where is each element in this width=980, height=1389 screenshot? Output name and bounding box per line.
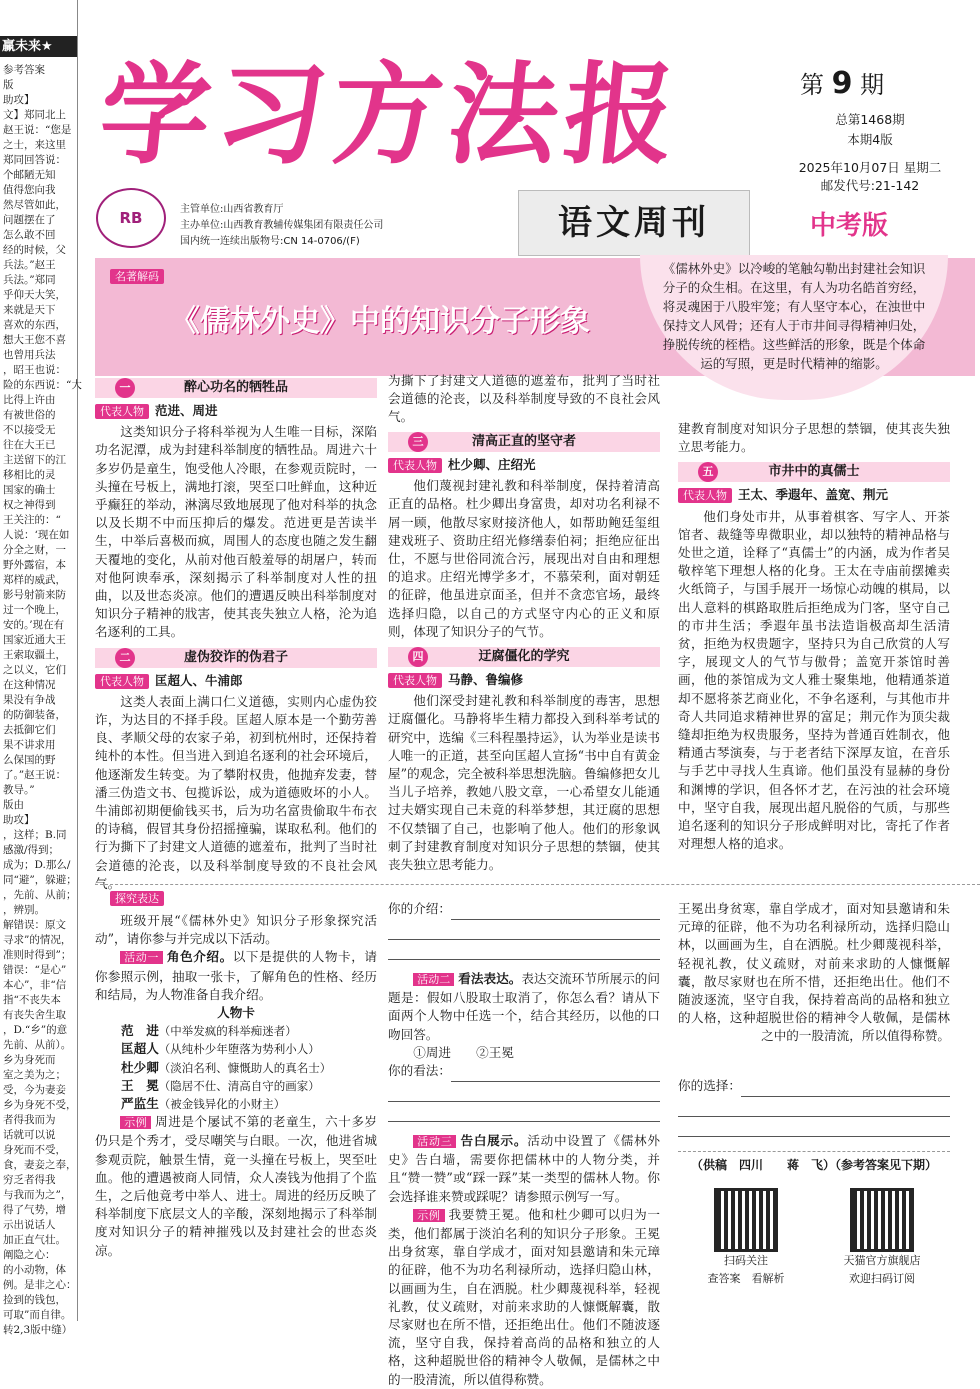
section-4-continued: 建教育制度对知识分子思想的禁锢，使其丧失独立思考能力。 (678, 421, 950, 455)
strip-line: 个邮陋无知 (3, 169, 56, 181)
issue-number: 第 9 期 (800, 66, 885, 101)
strip-line: 野外露宿，本 (3, 559, 66, 571)
strip-line: 果不讲求用 (3, 739, 56, 751)
character-card (121, 1095, 377, 1113)
strip-line: ，D.“乡”的意 (3, 1024, 68, 1036)
answer-line[interactable] (678, 1117, 950, 1137)
activity-2-3: 你的介绍： 活动二 看法表达。表达交流环节所展示的问题是：假如八股取士取消了，你怎么看？请从下面两个人物中任选一个，结合其经历，以他的口吻回答。 ①周进 ②王冕 你的看法： 活动三 告白展示。活动中设置了《儒林外史》告白墙，需要你把儒林中的人物分类，并且“赞一赞”或“踩一踩”某一类型的儒林人物。你会选择谁来赞或踩呢？请参照示例写一写。 示例 我要赞王冕。他和杜少卿可以归为一类，他们都属于淡泊名利的知识分子形象。王冕出身贫寒，靠自学成才，面对知县邀请和朱元璋的征辟，他不为功名利禄所动，选择归隐山林，以画画为生，自在洒脱。杜少卿蔑视科举，轻视礼教，仗义疏财，对前来求助的人慷慨解囊，散尽家财也在所不惜，还拒绝出仕。他们不随波逐流，坚守自我，保持着高尚的品格和独立的人格，这种超脱世俗的精神令人敬佩，是儒林之中的一股清流，所以值得称赞。 (388, 901, 661, 1387)
section-heading: 二 虚伪狡诈的伪君子 (95, 648, 377, 668)
strip-line: 么保国的野 (3, 754, 56, 766)
strip-line: 兵法。”赵王 (3, 259, 56, 271)
strip-line: 穷乏者得我 (3, 1174, 56, 1186)
character-card (121, 1022, 377, 1040)
strip-line: 成为；D.那么/ (3, 859, 71, 871)
strip-line: 寻求”的情况， (3, 934, 72, 946)
strip-line: 经的时候，父 (3, 244, 66, 256)
strip-line: 影号射箭来防 (3, 589, 66, 601)
strip-line: 的防御装备， (3, 709, 66, 721)
representative-line: 代表人物 杜少卿、庄绍光 (388, 456, 660, 475)
card-name: 匡超人 (121, 1041, 159, 1057)
strip-line: 郑样的威武， (3, 574, 66, 586)
character-card (121, 1077, 377, 1095)
strip-line: 王关注的：“ (3, 514, 61, 526)
strip-line: 乡为身死而 (3, 1054, 56, 1066)
character-card (121, 1059, 377, 1077)
section-text: 他们身处市井，从事着棋客、写字人、开茶馆者、裁缝等卑微职业，却以独特的精神品格与处世之道，诠释了“真儒士”的内涵，成为作者吴敬梓笔下理想人格的化身。王太在寺庙前摆摊卖火纸筒子，与国手展开一场惊心动魄的棋局，以出人意料的棋路取胜后拒绝成为门客，坚守自己的市井生活；季遐年虽书法造诣极高却生活清贫，拒绝为权贵题字，坚持只为自己欣赏的人写字，展现文人的气节与傲骨；盖宽开茶馆时善画，他的茶馆成为文人雅士聚集地，他精通茶道却不愿将茶艺商业化，不争名逐利，与其他市井奇人共同追求精神世界的富足；荆元作为顶尖裁缝却拒绝为权贵服务，坚持为普通百姓制衣，他精通古琴演奏，与于老者结下深厚友谊，在音乐与手艺中寻找人生真谛。他们虽没有显赫的身份和渊博的学识，但各怀才艺，在污浊的社会环境中，坚守自我，展现出超凡脱俗的气质，与那些追名逐利的知识分子形成鲜明对比，寄托了作者对理想人格的追求。 (678, 508, 950, 852)
strip-line: 同“避”，躲避； (3, 874, 77, 886)
strip-line: 了。”赵王说： (3, 769, 67, 781)
section-heading: 一 醉心功名的牺牲品 (95, 378, 377, 398)
strip-line: 感激/得到； (3, 844, 60, 856)
section-text: 这类人表面上满口仁义道德，实则内心虚伪狡诈，为达目的不择手段。匡超人原本是一个勤劳善良、孝顺父母的农家子弟，初到杭州时，还保持着纯朴的本性。但当进入到追名逐利的社会环境后，他逐渐发生转变。为了攀附权贵，他抛弃发妻，替潘三伪造文书、包揽诉讼，成为道德败坏的小人。牛浦郎初期便偷钱买书，后为功名富贵偷取牛布衣的诗稿，假冒其身份招摇撞骗，谋取私利。他们的行为撕下了封建文人道德的遮羞布，批判了当时社会道德的沦丧，以及科举制度导致的不良社会风气。 (95, 693, 377, 891)
strip-line: 话就可以说 (3, 1129, 56, 1141)
card-desc: （隐居不仕、清高自守的画家） (158, 1078, 320, 1093)
character-card (121, 1040, 377, 1058)
strip-line: 然尽管如此， (3, 199, 66, 211)
strip-line: 示出说话人 (3, 1219, 56, 1231)
strip-line: 参考答案 (3, 64, 45, 76)
strip-line: 之士，来这里 (3, 139, 66, 151)
strip-line: 果没有争战 (3, 694, 56, 706)
representative-line: 代表人物 马静、鲁编修 (388, 671, 660, 690)
representative-line: 代表人物 范进、周进 (95, 402, 377, 421)
strip-line: 有被世俗的 (3, 409, 56, 421)
publisher-line-1: 主管单位:山西省教育厅 (180, 204, 284, 215)
strip-line: 得了气势，增 (3, 1204, 66, 1216)
choice-answer-line[interactable] (741, 1077, 950, 1097)
strip-line: 兵法。”郑同 (3, 274, 56, 286)
strip-line: 身死而不受， (3, 1144, 66, 1156)
credit-line: （供稿 四川 蒋 飞）（参考答案见下期） (678, 1151, 950, 1174)
card-name: 范 进 (121, 1023, 159, 1039)
strip-line: 比得上许由 (3, 394, 56, 406)
strip-line: 捡到的钱包， (3, 1294, 66, 1306)
strip-line: 室之美为之； (3, 1069, 66, 1081)
strip-line: 去抵御它们 (3, 724, 56, 736)
strip-text (3, 63, 82, 1338)
strip-line: 食，妻妾之奉， (3, 1159, 77, 1171)
answer-line[interactable] (388, 1082, 660, 1102)
strip-line: 也曾用兵法 (3, 349, 56, 361)
hero-tag: 名著解码 (110, 268, 164, 284)
strip-line: 往在大王已 (3, 439, 56, 451)
card-title: 人物卡 (217, 1005, 255, 1021)
strip-line: 值得您向我 (3, 184, 56, 196)
section-heading: 四 迂腐僵化的学究 (388, 647, 660, 667)
card-name: 王 冕 (121, 1077, 159, 1093)
character-cards (95, 1022, 377, 1113)
strip-line: 乎仰天大笑， (3, 289, 66, 301)
express-intro: 班级开展“《儒林外史》知识分子形象探究活动”，请你参与并完成以下活动。 (95, 913, 377, 947)
column-1 (95, 378, 377, 891)
example-3-continued: 王冕出身贫寒，靠自学成才，面对知县邀请和朱元璋的征辟，他不为功名利禄所动，选择归隐山林，以画画为生，自在洒脱。杜少卿蔑视科举，轻视礼教，仗义疏财，对前来求助的人慷慨解囊，散尽家财也在所不惜，还拒绝出仕。他们不随波逐流，坚守自我，保持着高尚的品格和独立的人格，这种超脱世俗的精神令人敬佩，是儒林之中的一股清流，所以值得称赞。 (678, 901, 950, 1044)
strip-line: 阐隐之心： (3, 1249, 56, 1261)
strip-line: 有丧失舍生取 (3, 1009, 66, 1021)
total-issue: 总第1468期 (835, 112, 905, 127)
strip-line: 助攻】 (3, 814, 35, 826)
strip-line: ，昭王也说： (3, 364, 66, 376)
strip-line: 不以接受无 (3, 424, 56, 436)
strip-line: 国家的确士 (3, 484, 56, 496)
card-desc: （被金钱异化的小财主） (158, 1097, 286, 1112)
strip-line: 指“不丧失本 (3, 994, 61, 1006)
strip-line: 赵王说：“您是 (3, 124, 72, 136)
section-text: 他们深受封建礼教和科举制度的毒害，思想迂腐僵化。马静将毕生精力都投入到科举考试的研究中，选编《三科程墨持运》，认为举业是读书人唯一的正道，甚至向匡超人宣扬“书中自有黄金屋”的观念，完全被科举思想洗脑。鲁编修把女儿当儿子培养，教她八股文章，一心希望女儿能通过夫婿实现自己未竟的科举梦想，其迂腐的思想不仅禁锢了自己，也影响了他人。他们的形象讽刺了封建教育制度对知识分子思想的禁锢，使其丧失独立思考能力。 (388, 693, 660, 873)
strip-line: 王索取疆土， (3, 649, 66, 661)
strip-line: 问题摆在了 (3, 214, 56, 226)
issue-date: 2025年10月07日 星期二 (798, 160, 942, 175)
choice-column: 王冕出身贫寒，靠自学成才，面对知县邀请和朱元璋的征辟，他不为功名利禄所动，选择归隐山林，以画画为生，自在洒脱。杜少卿蔑视科举，轻视礼教，仗义疏财，对前来求助的人慷慨解囊，散尽家财也在所不惜，还拒绝出仕。他们不随波逐流，坚守自我，保持着高尚的品格和独立的人格，这种超脱世俗的精神令人敬佩，是儒林之中的一股清流，所以值得称赞。 你的选择： （供稿 四川 蒋 飞）（参考答案见下期） 扫码关注 查答案 看解析 天猫官方旗舰店 欢迎扫码订阅 (678, 900, 950, 1289)
strip-line: 版由 (3, 799, 24, 811)
strip-line: 加正直气壮。 (3, 1234, 66, 1246)
edition-label: 中考版 (810, 211, 889, 241)
answer-line[interactable] (388, 1102, 660, 1122)
strip-line: ，这样；B.同 (3, 829, 67, 841)
strip-line: 版 (3, 79, 14, 91)
card-name: 严监生 (121, 1096, 159, 1112)
strip-line: ，先前、从前； (3, 889, 77, 901)
strip-line: 可取”而自律。 (3, 1309, 72, 1321)
strip-line: 移相比的灵 (3, 469, 56, 481)
strip-banner: 赢未来★ (0, 36, 77, 57)
section-text: 这类知识分子将科举视为人生唯一目标，深陷功名泥潭，成为封建科举制度的牺牲品。周进六十多岁仍是童生，饱受他人冷眼，在参观贡院时，一头撞在号板上，满地打滚，哭至口吐鲜血，这种近乎癫狂的举动，淋漓尽致地展现了他对科举的执念以及长期不中而压抑后的爆发。范进更是苦读半生，中举后喜极而疯，周围人的态度也随之发生翻天覆地的变化，从前对他百般羞辱的胡屠户，转而对他阿谀奉承，深刻揭示了科举制度对人性的扭曲，以及世态炎凉。他们的遭遇反映出科举制度对知识分子精神的戕害，使其丧失独立人格，沦为追名逐利的工具。 (95, 424, 377, 640)
express-tag: 探究表达 (110, 890, 164, 906)
qr-code-icon (850, 1188, 914, 1252)
strip-line: 乡为身死不受， (3, 1099, 77, 1111)
section-2-continued: 为撕下了封建文人道德的遮羞布，批判了当时社会道德的沦丧，以及科举制度导致的不良社会风气。 (388, 373, 660, 425)
card-desc: （淡泊名利、慷慨助人的真名士） (158, 1060, 332, 1075)
answer-line[interactable] (388, 920, 660, 940)
publisher-line-3: 国内统一连续出版物号:CN 14-0706/(F) (180, 236, 360, 247)
strip-line: 与我而为之”， (3, 1189, 72, 1201)
left-margin-strip (0, 0, 82, 1336)
strip-line: 教导。” (3, 784, 35, 796)
strip-line: 险的东西说：“大 (3, 379, 82, 391)
strip-line: 的小动物，体 (3, 1264, 66, 1276)
strip-line: 之以义，它们 (3, 664, 66, 676)
publisher-logo: RB (96, 188, 166, 248)
strip-line: 受，今为妻妾 (3, 1084, 66, 1096)
strip-line: 在这种情况 (3, 679, 56, 691)
activity-1: 班级开展“《儒林外史》知识分子形象探究活动”，请你参与并完成以下活动。 活动一 角色介绍。以下是提供的人物卡，请你参照示例，抽取一张卡，了解角色的性格、经历和结局，为人物准备自我介绍。 人物卡 范 进（中举发疯的科举痴迷者） 匡超人（从纯朴少年堕落为势利小人） 杜少卿（淡泊名利、慷慨助人的真名士） 王 冕（隐居不仕、清高自守的画家） 严监生（被金钱异化的小财主） 示例 周进是个屡试不第的老童生，六十多岁仍只是个秀才，受尽嘲笑与白眼。一次，他进省城参观贡院，触景生情，竟一头撞在号板上，哭至吐血。他的遭遇被商人同情，众人凑钱为他捐了个监生，之后他竟考中举人、进士。周进的经历反映了科举制度下底层文人的辛酸，深刻地揭示了科举制度对知识分子的精神摧残以及封建社会的世态炎凉。 (95, 912, 377, 1279)
strip-line: 者得我而为 (3, 1114, 56, 1126)
strip-line: 喜欢的东西， (3, 319, 66, 331)
strip-line: ，辨别。 (3, 904, 45, 916)
answer-line[interactable] (678, 1097, 950, 1117)
weekly-title: 语文周刊 (518, 190, 750, 256)
strip-line: 来就是天下 (3, 304, 56, 316)
section-divider (95, 884, 980, 885)
publisher-line-2: 主办单位:山西教育教辅传媒集团有限责任公司 (180, 220, 384, 231)
strip-line: 过一个晚上， (3, 604, 66, 616)
example-1: 示例 周进是个屡试不第的老童生，六十多岁仍只是个秀才，受尽嘲笑与白眼。一次，他进省城参观贡院，触景生情，竟一头撞在号板上，哭至吐血。他的遭遇被商人同情，众人凑钱为他捐了个监生，之后他竟考中举人、进士。周进的经历反映了科举制度下底层文人的辛酸，深刻地揭示了科举制度对知识分子的精神摧残以及封建社会的世态炎凉。 (95, 1114, 377, 1258)
strip-line: 例。是非之心： (3, 1279, 77, 1291)
strip-line: 文】郑同北上 (3, 109, 66, 121)
section-text: 他们蔑视封建礼教和科举制度，保持着清高正直的品格。杜少卿出身富贵，却对功名利禄不屑一顾，他散尽家财接济他人，如帮助鲍廷玺组建戏班子、资助庄绍光修缮泰伯祠；拒绝应征出仕，不愿与世俗同流合污，展现出对自由和理想的追求。庄绍光博学多才，不慕荣利，面对朝廷的征辟，他虽进京面圣，但并不贪恋官场，最终选择归隐，以自己的方式坚守内心的正义和原则，体现了知识分子的气节。 (388, 478, 660, 639)
strip-line: 转2,3版中缝） (3, 1324, 73, 1336)
qr-code-icon (714, 1188, 778, 1252)
column-2 (388, 372, 660, 872)
section-heading: 三 清高正直的坚守者 (388, 432, 660, 452)
options: ①周进 ②王冕 (413, 1044, 514, 1060)
strip-line: 怎么敢不回 (3, 229, 56, 241)
strip-line: 本心”，非“信 (3, 979, 67, 991)
column-3 (678, 420, 950, 880)
newspaper-title: 学习方法报 (93, 51, 688, 179)
answer-line[interactable] (388, 940, 660, 960)
article-title: 《儒林外史》中的知识分子形象 (170, 304, 590, 339)
post-code: 邮发代号:21-142 (820, 178, 920, 193)
view-answer-line[interactable] (451, 1062, 660, 1082)
qr-shop[interactable]: 天猫官方旗舰店 欢迎扫码订阅 (844, 1188, 921, 1288)
page-count: 本期4版 (847, 132, 893, 147)
strip-line: 郑同回答说： (3, 154, 66, 166)
strip-line: 解错误：原文 (3, 919, 66, 931)
strip-line: 人说：‘现在如 (3, 529, 70, 541)
strip-line: 准则时得到”； (3, 949, 72, 961)
strip-line: 先前、从前）。 (3, 1039, 72, 1051)
representative-line: 代表人物 匡超人、牛浦郎 (95, 672, 377, 691)
section-heading: 五 市井中的真儒士 (678, 462, 950, 482)
qr-wechat[interactable]: 扫码关注 查答案 看解析 (708, 1188, 785, 1288)
strip-line: 错误：“是心” (3, 964, 67, 976)
strip-line: 主送留下的江 (3, 454, 66, 466)
summary-bubble: 《儒林外史》以冷峻的笔触勾勒出封建社会知识分子的众生相。在这里，有人为功名皓首穷经，将灵魂困于八股牢笼；有人坚守本心，在浊世中保持文人风骨；还有人于市井间寻得精神归处，挣脱传统的桎梏。这些鲜活的形象，既是个体命运的写照，更是时代精神的缩影。 (640, 255, 948, 400)
strip-line: 国家近通大王 (3, 634, 66, 646)
card-desc: （从纯朴少年堕落为势利小人） (158, 1042, 320, 1057)
strip-line: 助攻】 (3, 94, 35, 106)
strip-line: 想大王您不喜 (3, 334, 66, 346)
strip-line: 分全之财，一 (3, 544, 66, 556)
strip-line: 权之神得到 (3, 499, 56, 511)
card-name: 杜少卿 (121, 1059, 159, 1075)
representative-line: 代表人物 王太、季遐年、盖宽、荆元 (678, 486, 950, 505)
strip-line: 安的。’现在有 (3, 619, 65, 631)
intro-answer-line[interactable] (451, 900, 660, 920)
card-desc: （中举发疯的科举痴迷者） (158, 1024, 297, 1039)
